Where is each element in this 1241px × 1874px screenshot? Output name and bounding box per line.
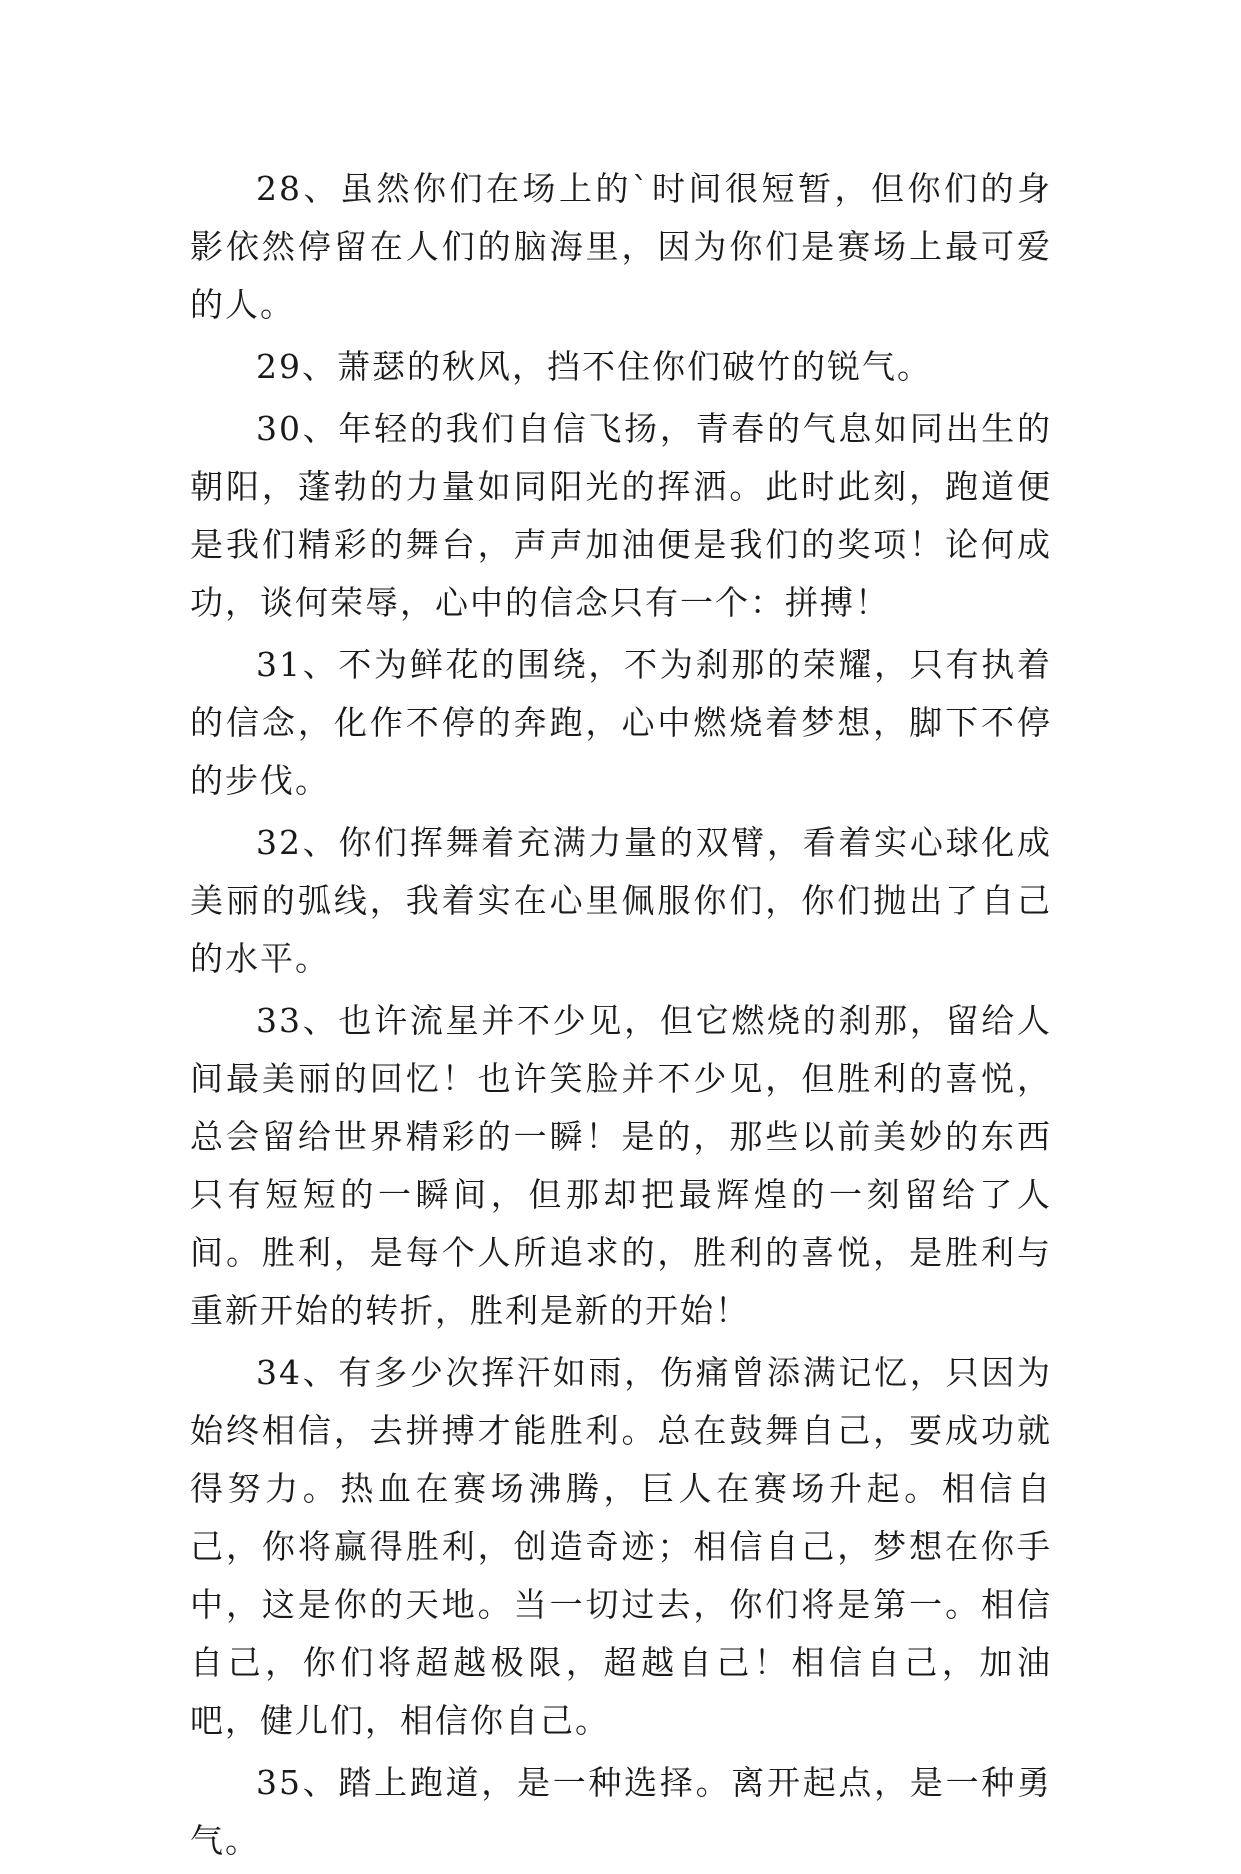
paragraph-29: 29、萧瑟的秋风，挡不住你们破竹的锐气。 (256, 347, 932, 386)
paragraph-34: 34、有多少次挥汗如雨，伤痛曾添满记忆，只因为始终相信，去拼搏才能胜利。总在鼓舞自己，要成功就得努力。热血在赛场沸腾，巨人在赛场升起。相信自己，你将赢得胜利，创造奇迹；相信自己，梦想在你手中，这是你的天地。当一切过去，你们将是第一。相信自己，你们将超越极限，超越自己！相信自己，加油吧，健儿们，相信你自己。 (190, 1353, 1052, 1740)
paragraph-28: 28、虽然你们在场上的`时间很短暂，但你们的身影依然停留在人们的脑海里，因为你们是赛场上最可爱的人。 (190, 169, 1052, 324)
paragraph-30: 30、年轻的我们自信飞扬，青春的气息如同出生的朝阳，蓬勃的力量如同阳光的挥洒。此时此刻，跑道便是我们精彩的舞台，声声加油便是我们的奖项！论何成功，谈何荣辱，心中的信念只有一个：拼搏！ (190, 409, 1052, 622)
paragraph-32: 32、你们挥舞着充满力量的双臂，看着实心球化成美丽的弧线，我着实在心里佩服你们，你们抛出了自己的水平。 (190, 823, 1052, 978)
paragraph-33: 33、也许流星并不少见，但它燃烧的刹那，留给人间最美丽的回忆！也许笑脸并不少见，但胜利的喜悦，总会留给世界精彩的一瞬！是的，那些以前美妙的东西只有短短的一瞬间，但那却把最辉煌的一刻留给了人间。胜利，是每个人所追求的，胜利的喜悦，是胜利与重新开始的转折，胜利是新的开始！ (190, 1001, 1052, 1330)
paragraph-31: 31、不为鲜花的围绕，不为刹那的荣耀，只有执着的信念，化作不停的奔跑，心中燃烧着梦想，脚下不停的步伐。 (190, 645, 1052, 800)
paragraph-35: 35、踏上跑道，是一种选择。离开起点，是一种勇气。 (190, 1763, 1052, 1860)
document-body (190, 160, 1052, 1874)
